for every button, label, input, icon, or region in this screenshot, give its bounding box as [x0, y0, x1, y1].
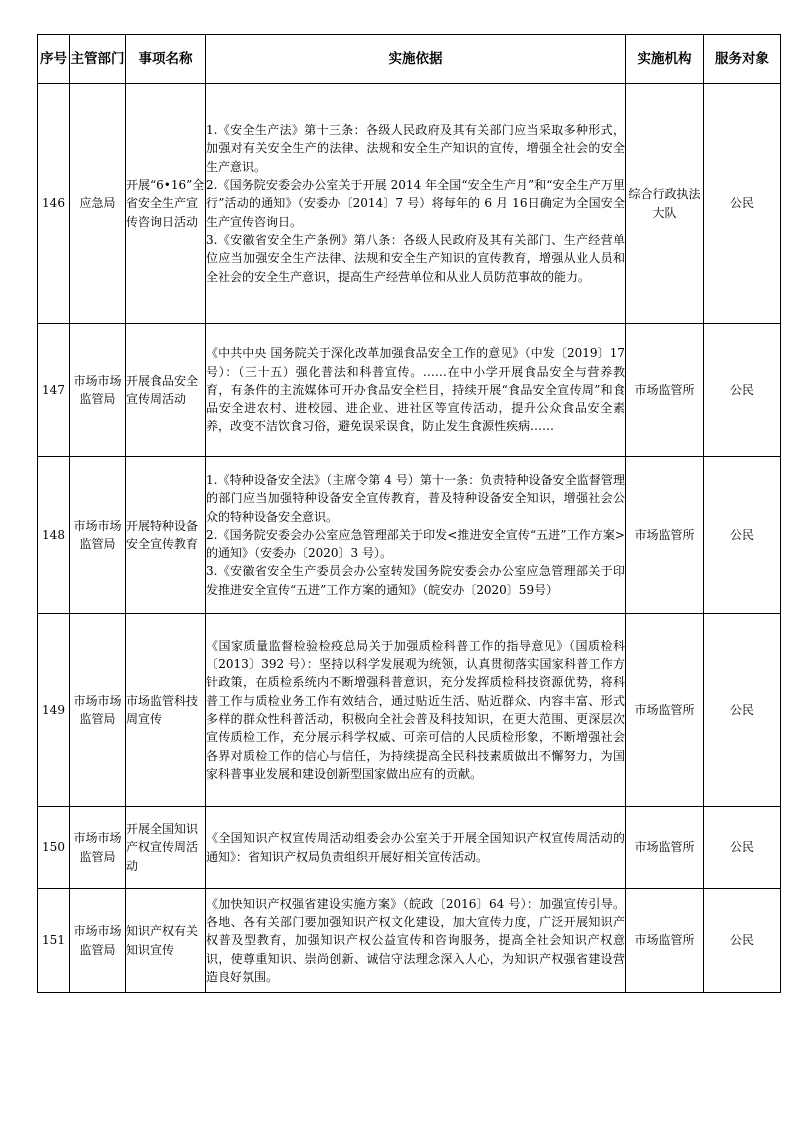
row-number: 146	[38, 84, 70, 324]
row-department: 市场市场监管局	[70, 324, 126, 457]
row-basis	[206, 614, 626, 807]
row-number: 149	[38, 614, 70, 807]
basis-paragraph: 《全国知识产权宣传周活动组委会办公室关于开展全国知识产权宣传周活动的通知》：省知识产权局负责组织开展好相关宣传活动。	[206, 831, 625, 864]
row-agency: 综合行政执法大队	[626, 84, 704, 324]
row-item-name: 开展食品安全宣传周活动	[126, 324, 206, 457]
basis-paragraph: 《加快知识产权强省建设实施方案》（皖政〔2016〕64 号）：加强宣传引导。各地、各有关部门要加强知识产权文化建设，加大宣传力度，广泛开展知识产权普及型教育，加强知识产权公益宣传和咨询服务，提高全社会知识产权意识，使尊重知识、崇尚创新、诚信守法理念深入人心，为知识产权强省建设营造良好氛围。	[206, 896, 625, 984]
row-basis	[206, 889, 626, 993]
row-number: 151	[38, 889, 70, 993]
row-number: 150	[38, 807, 70, 889]
table-row	[38, 324, 781, 457]
table-header-row	[38, 35, 781, 84]
row-department: 应急局	[70, 84, 126, 324]
basis-paragraph: 2.《国务院安委会办公室应急管理部关于印发<推进安全宣传“五进”工作方案>的通知》（安委办〔2020〕3 号）。	[206, 527, 625, 561]
row-basis	[206, 84, 626, 324]
basis-paragraph: 《中共中央 国务院关于深化改革加强食品安全工作的意见》（中发〔2019〕17 号）：（三十五）强化普法和科普宣传。……在中小学开展食品安全与营养教育，有条件的主流媒体可开办食品安全栏目，持续开展“食品安全宣传周”和食品安全进农村、进校园、进企业、进社区等宣传活动，提升公众食品安全素养，改变不洁饮食习俗，避免误采误食，防止发生食源性疾病……	[206, 346, 625, 434]
row-department: 市场市场监管局	[70, 807, 126, 889]
row-department: 市场市场监管局	[70, 889, 126, 993]
basis-paragraph: 1.《安全生产法》第十三条：各级人民政府及其有关部门应当采取多种形式，加强对有关安全生产的法律、法规和安全生产知识的宣传，增强全社会的安全生产意识。	[206, 123, 625, 174]
row-target: 公民	[704, 84, 781, 324]
basis-paragraph: 3.《安徽省安全生产条例》第八条：各级人民政府及其有关部门、生产经营单位应当加强安全生产法律、法规和安全生产知识的宣传教育，增强从业人员和全社会的安全生产意识，提高生产经营单位和从业人员防范事故的能力。	[206, 232, 625, 284]
row-item-name: 知识产权有关知识宣传	[126, 889, 206, 993]
row-basis	[206, 457, 626, 614]
header-name: 事项名称	[126, 35, 206, 84]
row-item-name: 开展全国知识产权宣传周活动	[126, 807, 206, 889]
basis-paragraph: 1.《特种设备安全法》（主席令第 4 号）第十一条：负责特种设备安全监督管理的部门应当加强特种设备安全宣传教育，普及特种设备安全知识，增强社会公众的特种设备安全意识。	[206, 472, 625, 524]
table-row	[38, 807, 781, 889]
row-department: 市场市场监管局	[70, 457, 126, 614]
basis-paragraph: 3.《安徽省安全生产委员会办公室转发国务院安委会办公室应急管理部关于印发推进安全宣传“五进”工作方案的通知》（皖安办〔2020〕59号）	[206, 564, 625, 597]
header-target: 服务对象	[704, 35, 781, 84]
basis-paragraph: 《国家质量监督检验检疫总局关于加强质检科普工作的指导意见》（国质检科〔2013〕392 号）：坚持以科学发展观为统领，认真贯彻落实国家科普工作方针政策，在质检系统内不断增强科普意识，充分发挥质检科技资源优势，将科普工作与质检业务工作有效结合，通过贴近生活、贴近群众、内容丰富、形式多样的群众性科普活动，积极向全社会普及科技知识，在更大范围、更深层次宣传质检工作，充分展示科学权威、可亲可信的人民质检形象，不断增强社会各界对质检工作的信心与信任，为持续提高全民科技素质做出不懈努力，为国家科普事业发展和建设创新型国家做出应有的贡献。	[206, 638, 625, 781]
table-row	[38, 457, 781, 614]
row-basis	[206, 324, 626, 457]
row-target: 公民	[704, 889, 781, 993]
row-item-name: 开展“6•16”全省安全生产宣传咨询日活动	[126, 84, 206, 324]
table-row	[38, 84, 781, 324]
row-target: 公民	[704, 807, 781, 889]
row-target: 公民	[704, 324, 781, 457]
header-basis: 实施依据	[206, 35, 626, 84]
row-agency: 市场监管所	[626, 324, 704, 457]
header-agency: 实施机构	[626, 35, 704, 84]
table-row	[38, 889, 781, 993]
row-item-name: 开展特种设备安全宣传教育	[126, 457, 206, 614]
row-department: 市场市场监管局	[70, 614, 126, 807]
row-item-name: 市场监管科技周宣传	[126, 614, 206, 807]
row-number: 148	[38, 457, 70, 614]
row-basis	[206, 807, 626, 889]
basis-paragraph: 2.《国务院安委会办公室关于开展 2014 年全国“安全生产月”和“安全生产万里行”活动的通知》（安委办〔2014〕7 号）将每年的 6 月 16日确定为全国安全生产宣传咨询日。	[206, 178, 625, 229]
row-agency: 市场监管所	[626, 457, 704, 614]
table-row	[38, 614, 781, 807]
row-agency: 市场监管所	[626, 889, 704, 993]
row-number: 147	[38, 324, 70, 457]
header-no: 序号	[38, 35, 70, 84]
row-target: 公民	[704, 614, 781, 807]
implementation-table	[37, 34, 781, 993]
row-target: 公民	[704, 457, 781, 614]
header-dept: 主管部门	[70, 35, 126, 84]
row-agency: 市场监管所	[626, 807, 704, 889]
row-agency: 市场监管所	[626, 614, 704, 807]
